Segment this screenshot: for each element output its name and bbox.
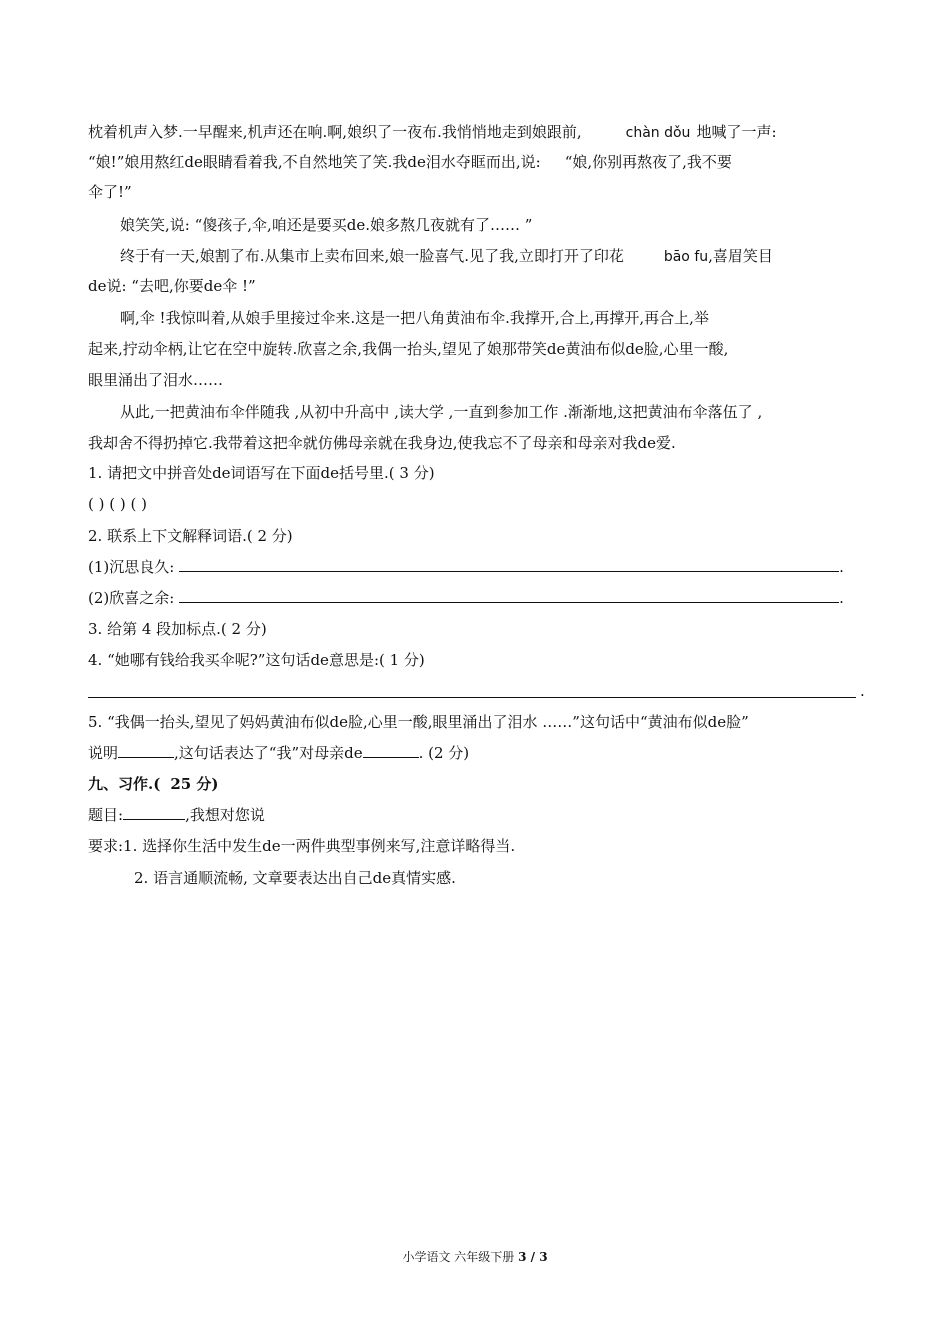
question-2-2 bbox=[88, 588, 868, 608]
composition-requirement-2: 2. 语言通顺流畅, 文章要表达出自己de真情实感. bbox=[134, 869, 456, 887]
answer-line-2-1[interactable] bbox=[179, 557, 839, 572]
period: . bbox=[839, 589, 844, 607]
composition-requirement-1: 要求:1. 选择你生活中发生de一两件典型事例来写,注意详略得当. bbox=[88, 837, 516, 855]
question-4: 4. “她哪有钱给我买伞呢?”这句话de意思是:( 1 分) bbox=[88, 651, 425, 669]
passage-line-7: 啊,伞 !我惊叫着,从娘手里接过伞来.这是一把八角黄油布伞.我撑开,合上,再撑开,再合上,举 bbox=[120, 309, 709, 327]
answer-blank-5-2[interactable] bbox=[363, 743, 419, 758]
question-2-1 bbox=[88, 557, 868, 577]
question-2: 2. 联系上下文解释词语.( 2 分) bbox=[88, 527, 293, 545]
composition-title-label: 题目: bbox=[88, 806, 124, 824]
composition-title bbox=[88, 805, 868, 825]
answer-line-2-2[interactable] bbox=[179, 588, 839, 603]
answer-line-4[interactable] bbox=[88, 697, 856, 698]
period: . bbox=[860, 682, 865, 700]
footer-subject: 小学语文 六年级下册 bbox=[402, 1250, 515, 1264]
composition-heading-score: 25 分) bbox=[170, 775, 219, 793]
question-5-score: . (2 分) bbox=[418, 744, 470, 762]
pinyin-bao-fu: bāo fu bbox=[663, 249, 709, 265]
passage-line-3: 伞了!” bbox=[88, 183, 132, 201]
passage-line-9: 眼里涌出了泪水…… bbox=[88, 371, 224, 389]
pinyin-chan-dou: chàn dǒu bbox=[625, 125, 691, 141]
passage-text: ,喜眉笑目 bbox=[708, 247, 773, 265]
composition-title-suffix: ,我想对您说 bbox=[185, 806, 265, 824]
page-footer bbox=[0, 1248, 950, 1265]
passage-line-11: 我却舍不得扔掉它.我带着这把伞就仿佛母亲就在我身边,使我忘不了母亲和母亲对我de爱. bbox=[88, 434, 676, 452]
composition-heading-text: 九、习作.( bbox=[88, 775, 161, 793]
passage-text: 枕着机声入梦.一早醒来,机声还在响.啊,娘织了一夜布.我悄悄地走到娘跟前, bbox=[88, 123, 582, 141]
passage-line-10: 从此,一把黄油布伞伴随我 ,从初中升高中 ,读大学 ,一直到参加工作 .渐渐地,这把黄油布伞落伍了 , bbox=[120, 403, 763, 421]
question-5-line-2 bbox=[88, 743, 868, 763]
passage-text: 终于有一天,娘割了布.从集市上卖布回来,娘一脸喜气.见了我,立即打开了印花 bbox=[120, 247, 624, 265]
passage-line-8: 起来,拧动伞柄,让它在空中旋转.欣喜之余,我偶一抬头,望见了娘那带笑de黄油布似de脸,心里一酸, bbox=[88, 340, 729, 358]
passage-line-1 bbox=[88, 122, 868, 143]
footer-page-number: 3 / 3 bbox=[518, 1250, 548, 1264]
passage-text: “娘,你别再熬夜了,我不要 bbox=[564, 153, 732, 171]
passage-line-6: de说: “去吧,你要de伞 !” bbox=[88, 277, 256, 295]
passage-line-5 bbox=[120, 246, 900, 267]
question-1: 1. 请把文中拼音处de词语写在下面de括号里.( 3 分) bbox=[88, 464, 435, 482]
passage-text: 地喊了一声: bbox=[696, 123, 777, 141]
answer-blank-5-1[interactable] bbox=[118, 743, 174, 758]
composition-heading bbox=[88, 774, 868, 794]
period: . bbox=[839, 558, 844, 576]
question-2-2-label: (2)欣喜之余: bbox=[88, 589, 175, 607]
question-5-line-1: 5. “我偶一抬头,望见了妈妈黄油布似de脸,心里一酸,眼里涌出了泪水 ……”这句话中“黄油布似de脸” bbox=[88, 713, 749, 731]
passage-line-4: 娘笑笑,说: “傻孩子,伞,咱还是要买de.娘多熬几夜就有了…… ” bbox=[120, 216, 533, 234]
question-3: 3. 给第 4 段加标点.( 2 分) bbox=[88, 620, 267, 638]
question-1-blanks[interactable]: ( ) ( ) ( ) bbox=[88, 495, 147, 513]
question-2-1-label: (1)沉思良久: bbox=[88, 558, 175, 576]
passage-line-2 bbox=[88, 152, 868, 172]
composition-title-blank[interactable] bbox=[123, 805, 185, 820]
question-5-text: 说明 bbox=[88, 744, 119, 762]
passage-text: “娘!”娘用熬红de眼睛看着我,不自然地笑了笑.我de泪水夺眶而出,说: bbox=[88, 153, 541, 171]
question-5-text: ,这句话表达了“我”对母亲de bbox=[174, 744, 363, 762]
